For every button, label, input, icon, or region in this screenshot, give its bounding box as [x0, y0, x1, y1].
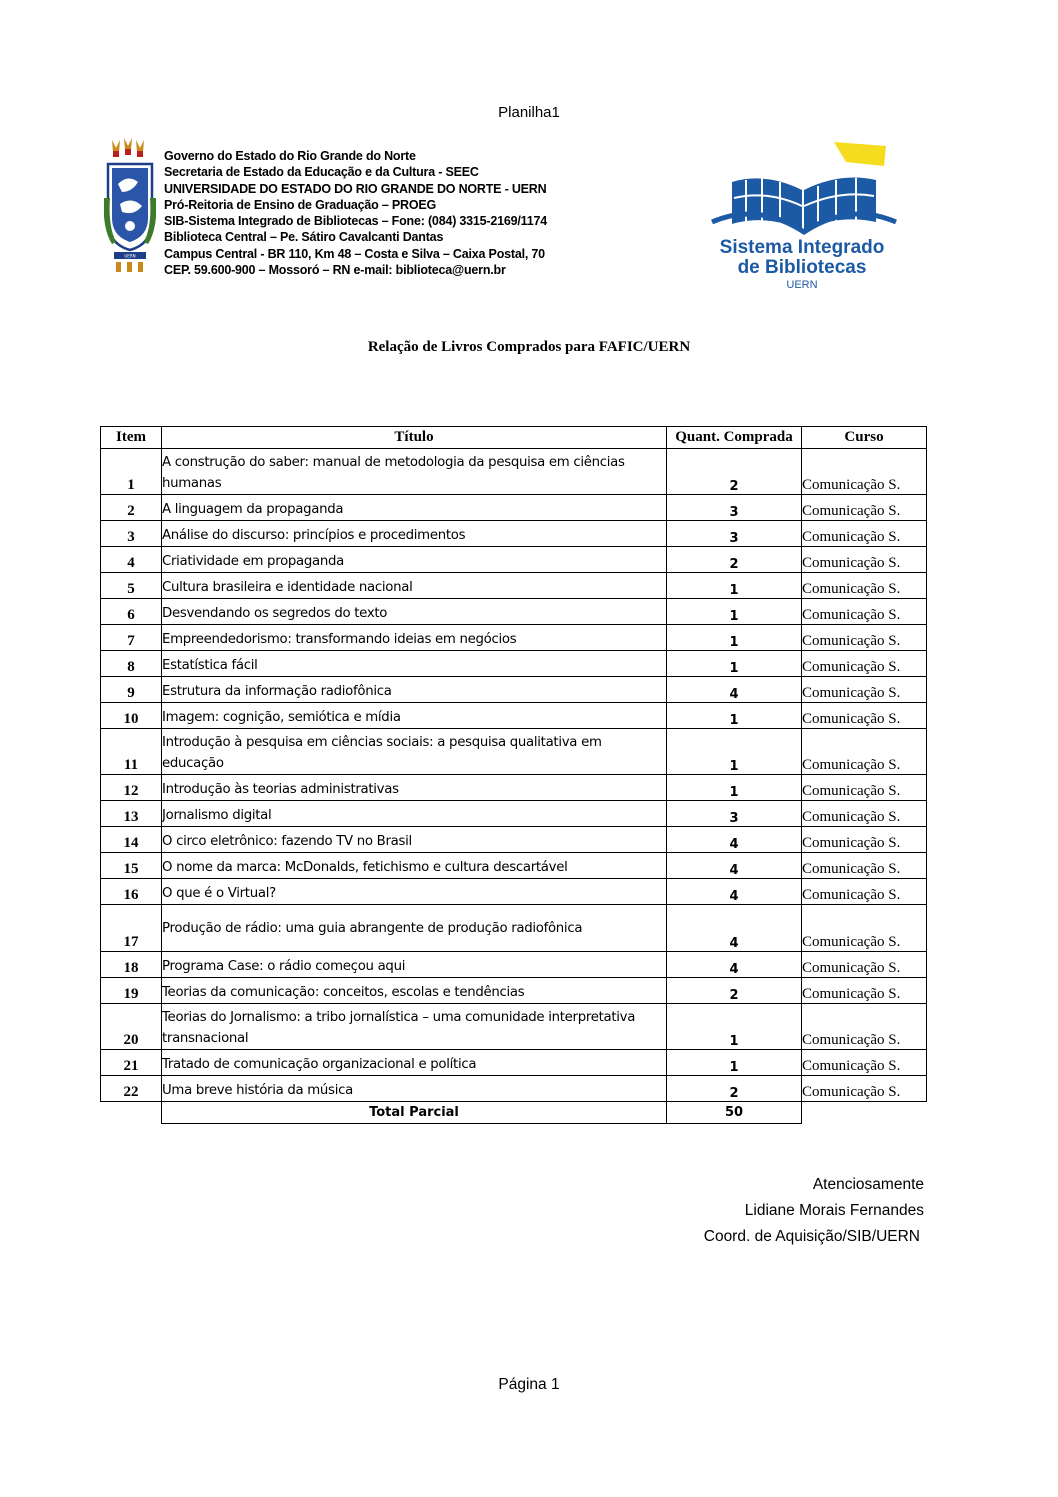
cell-title: Estrutura da informação radiofônica [162, 677, 667, 703]
cell-course: Comunicação S. [802, 801, 927, 827]
cell-qty: 1 [667, 651, 802, 677]
table-row [101, 703, 927, 729]
cell-qty: 1 [667, 625, 802, 651]
cell-course: Comunicação S. [802, 905, 927, 952]
total-label: Total Parcial [162, 1102, 667, 1124]
table-header-row [101, 427, 927, 449]
table-row [101, 1050, 927, 1076]
cell-course: Comunicação S. [802, 879, 927, 905]
cell-title: Criatividade em propaganda [162, 547, 667, 573]
header-line: Biblioteca Central – Pe. Sátiro Cavalcanti Dantas [164, 230, 444, 245]
cell-item: 10 [101, 703, 162, 729]
cell-qty: 1 [667, 775, 802, 801]
cell-course: Comunicação S. [802, 853, 927, 879]
cell-qty: 4 [667, 905, 802, 952]
cell-title: Empreendedorismo: transformando ideias em negócios [162, 625, 667, 651]
cell-course: Comunicação S. [802, 1076, 927, 1102]
signature-name: Lidiane Morais Fernandes [744, 1202, 924, 1219]
cell-qty: 1 [667, 703, 802, 729]
cell-course: Comunicação S. [802, 1050, 927, 1076]
cell-qty: 1 [667, 599, 802, 625]
cell-title: Introdução à pesquisa em ciências sociais: a pesquisa qualitativa em educação [162, 729, 667, 775]
table-row [101, 625, 927, 651]
header-line: Secretaria de Estado da Educação e da Cultura - SEEC [164, 165, 479, 180]
table-row [101, 547, 927, 573]
cell-item: 11 [101, 729, 162, 775]
books-table [100, 426, 927, 1124]
total-row [101, 1102, 927, 1124]
cell-item: 15 [101, 853, 162, 879]
cell-course: Comunicação S. [802, 625, 927, 651]
cell-title: Análise do discurso: princípios e procedimentos [162, 521, 667, 547]
table-row [101, 853, 927, 879]
header-course: Curso [802, 427, 927, 449]
header-line: Pró-Reitoria de Ensino de Graduação – PROEG [164, 197, 437, 212]
cell-qty: 1 [667, 729, 802, 775]
cell-title: Estatística fácil [162, 651, 667, 677]
cell-item: 9 [101, 677, 162, 703]
cell-title: Produção de rádio: uma guia abrangente de produção radiofônica [162, 905, 667, 952]
header-line: SIB-Sistema Integrado de Bibliotecas – Fone: (084) 3315-2169/1174 [164, 214, 547, 229]
cell-qty: 4 [667, 952, 802, 978]
cell-title: Imagem: cognição, semiótica e mídia [162, 703, 667, 729]
cell-course: Comunicação S. [802, 677, 927, 703]
table-row [101, 1004, 927, 1050]
table-row [101, 599, 927, 625]
cell-title: A linguagem da propaganda [162, 495, 667, 521]
header-item: Item [101, 427, 162, 449]
table-row [101, 573, 927, 599]
header-qty: Quant. Comprada [667, 427, 802, 449]
cell-item: 2 [101, 495, 162, 521]
cell-course: Comunicação S. [802, 651, 927, 677]
table-row [101, 952, 927, 978]
cell-course: Comunicação S. [802, 978, 927, 1004]
cell-title: O circo eletrônico: fazendo TV no Brasil [162, 827, 667, 853]
cell-course: Comunicação S. [802, 547, 927, 573]
cell-title: A construção do saber: manual de metodologia da pesquisa em ciências humanas [162, 449, 667, 495]
cell-title: O nome da marca: McDonalds, fetichismo e cultura descartável [162, 853, 667, 879]
cell-course: Comunicação S. [802, 1004, 927, 1050]
cell-item: 14 [101, 827, 162, 853]
header-line: Governo do Estado do Rio Grande do Norte [164, 149, 416, 163]
table-row [101, 495, 927, 521]
cell-title: Cultura brasileira e identidade nacional [162, 573, 667, 599]
cell-item: 17 [101, 905, 162, 952]
cell-course: Comunicação S. [802, 729, 927, 775]
cell-title: Jornalismo digital [162, 801, 667, 827]
table-row [101, 905, 927, 952]
cell-qty: 1 [667, 573, 802, 599]
cell-course: Comunicação S. [802, 775, 927, 801]
cell-course: Comunicação S. [802, 495, 927, 521]
svg-text:UERN: UERN [124, 253, 136, 259]
signature-closing: Atenciosamente [812, 1176, 924, 1193]
cell-qty: 1 [667, 1050, 802, 1076]
cell-qty: 2 [667, 978, 802, 1004]
sheet-title: Planilha1 [498, 104, 560, 121]
header-line: Campus Central - BR 110, Km 48 – Costa e Silva – Caixa Postal, 70 [164, 246, 545, 261]
cell-title: O que é o Virtual? [162, 879, 667, 905]
cell-item: 22 [101, 1076, 162, 1102]
cell-item: 19 [101, 978, 162, 1004]
signature-role: Coord. de Aquisição/SIB/UERN [703, 1228, 920, 1245]
sib-logo-name-line: de Bibliotecas [737, 257, 867, 278]
cell-item: 20 [101, 1004, 162, 1050]
total-value: 50 [667, 1102, 802, 1124]
cell-title: Desvendando os segredos do texto [162, 599, 667, 625]
table-row [101, 677, 927, 703]
sib-logo-name-line: Sistema Integrado [719, 237, 885, 258]
cell-qty: 3 [667, 801, 802, 827]
cell-item: 13 [101, 801, 162, 827]
cell-item: 18 [101, 952, 162, 978]
table-row [101, 651, 927, 677]
cell-qty: 4 [667, 853, 802, 879]
total-spacer [101, 1102, 162, 1124]
table-row [101, 978, 927, 1004]
institution-header [164, 148, 547, 278]
table-row [101, 879, 927, 905]
uern-crest-logo [104, 138, 156, 276]
sib-logo-name [700, 238, 904, 278]
cell-qty: 4 [667, 879, 802, 905]
cell-title: Programa Case: o rádio começou aqui [162, 952, 667, 978]
cell-item: 6 [101, 599, 162, 625]
cell-item: 3 [101, 521, 162, 547]
cell-course: Comunicação S. [802, 449, 927, 495]
cell-item: 16 [101, 879, 162, 905]
cell-item: 8 [101, 651, 162, 677]
table-row [101, 1076, 927, 1102]
header-line: CEP. 59.600-900 – Mossoró – RN e-mail: biblioteca@uern.br [164, 263, 506, 278]
cell-qty: 3 [667, 495, 802, 521]
sib-logo-sub: UERN [786, 279, 818, 291]
cell-qty: 3 [667, 521, 802, 547]
cell-title: Introdução às teorias administrativas [162, 775, 667, 801]
cell-title: Uma breve história da música [162, 1076, 667, 1102]
cell-qty: 2 [667, 449, 802, 495]
cell-title: Teorias da comunicação: conceitos, escolas e tendências [162, 978, 667, 1004]
cell-item: 5 [101, 573, 162, 599]
cell-course: Comunicação S. [802, 703, 927, 729]
document-title: Relação de Livros Comprados para FAFIC/UERN [367, 339, 691, 355]
cell-qty: 4 [667, 677, 802, 703]
cell-item: 21 [101, 1050, 162, 1076]
header-title: Título [162, 427, 667, 449]
cell-item: 7 [101, 625, 162, 651]
page-number: Página 1 [498, 1376, 560, 1393]
cell-qty: 2 [667, 1076, 802, 1102]
total-spacer [802, 1102, 927, 1124]
table-row [101, 729, 927, 775]
cell-qty: 4 [667, 827, 802, 853]
table-row [101, 801, 927, 827]
table-row [101, 827, 927, 853]
cell-item: 1 [101, 449, 162, 495]
cell-item: 12 [101, 775, 162, 801]
cell-course: Comunicação S. [802, 599, 927, 625]
cell-course: Comunicação S. [802, 952, 927, 978]
cell-title: Teorias do Jornalismo: a tribo jornalística – uma comunidade interpretativa transnacional [162, 1004, 667, 1050]
cell-course: Comunicação S. [802, 827, 927, 853]
table-row [101, 775, 927, 801]
cell-course: Comunicação S. [802, 573, 927, 599]
cell-qty: 2 [667, 547, 802, 573]
table-row [101, 521, 927, 547]
cell-title: Tratado de comunicação organizacional e política [162, 1050, 667, 1076]
cell-item: 4 [101, 547, 162, 573]
header-line: UNIVERSIDADE DO ESTADO DO RIO GRANDE DO NORTE - UERN [164, 181, 547, 196]
cell-course: Comunicação S. [802, 521, 927, 547]
table-row [101, 449, 927, 495]
cell-qty: 1 [667, 1004, 802, 1050]
